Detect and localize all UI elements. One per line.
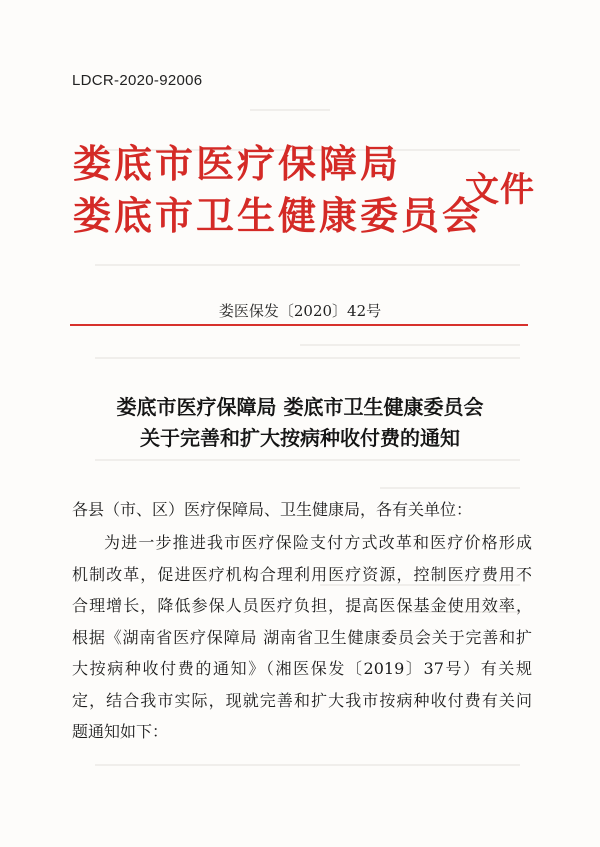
document-code: LDCR-2020-92006 bbox=[72, 72, 203, 89]
header-suffix: 文件 bbox=[465, 170, 535, 210]
body-line: 根据《湖南省医疗保障局 湖南省卫生健康委员会关于完善和扩 bbox=[72, 627, 532, 647]
issuer-line-1: 娄底市医疗保障局 bbox=[73, 141, 402, 186]
body-line: 题通知如下： bbox=[72, 722, 169, 741]
notice-title bbox=[0, 392, 600, 454]
body-line: 大按病种收付费的通知》（湘医保发〔2019〕37号）有关规 bbox=[72, 659, 532, 678]
body-line: 定，结合我市实际，现就完善和扩大我市按病种收付费有关问 bbox=[72, 690, 532, 710]
body-line: 为进一步推进我市医疗保险支付方式改革和医疗价格形成 bbox=[104, 533, 532, 552]
red-divider-rule bbox=[70, 324, 528, 326]
document-number: 娄医保发〔2020〕42号 bbox=[218, 302, 382, 320]
body-paragraph bbox=[72, 527, 532, 748]
issuer-line-2: 娄底市卫生健康委员会 bbox=[73, 193, 484, 238]
body-line: 合理增长，降低参保人员医疗负担，提高医保基金使用效率， bbox=[72, 596, 532, 615]
recipients-line: 各县（市、区）医疗保障局、卫生健康局，各有关单位： bbox=[72, 500, 473, 519]
body-line: 机制改革，促进医疗机构合理利用医疗资源，控制医疗费用不 bbox=[72, 564, 532, 584]
issuing-authority-header bbox=[73, 138, 535, 242]
title-line-1: 娄底市医疗保障局 娄底市卫生健康委员会 bbox=[116, 395, 484, 419]
title-line-2: 关于完善和扩大按病种收付费的通知 bbox=[140, 426, 460, 450]
